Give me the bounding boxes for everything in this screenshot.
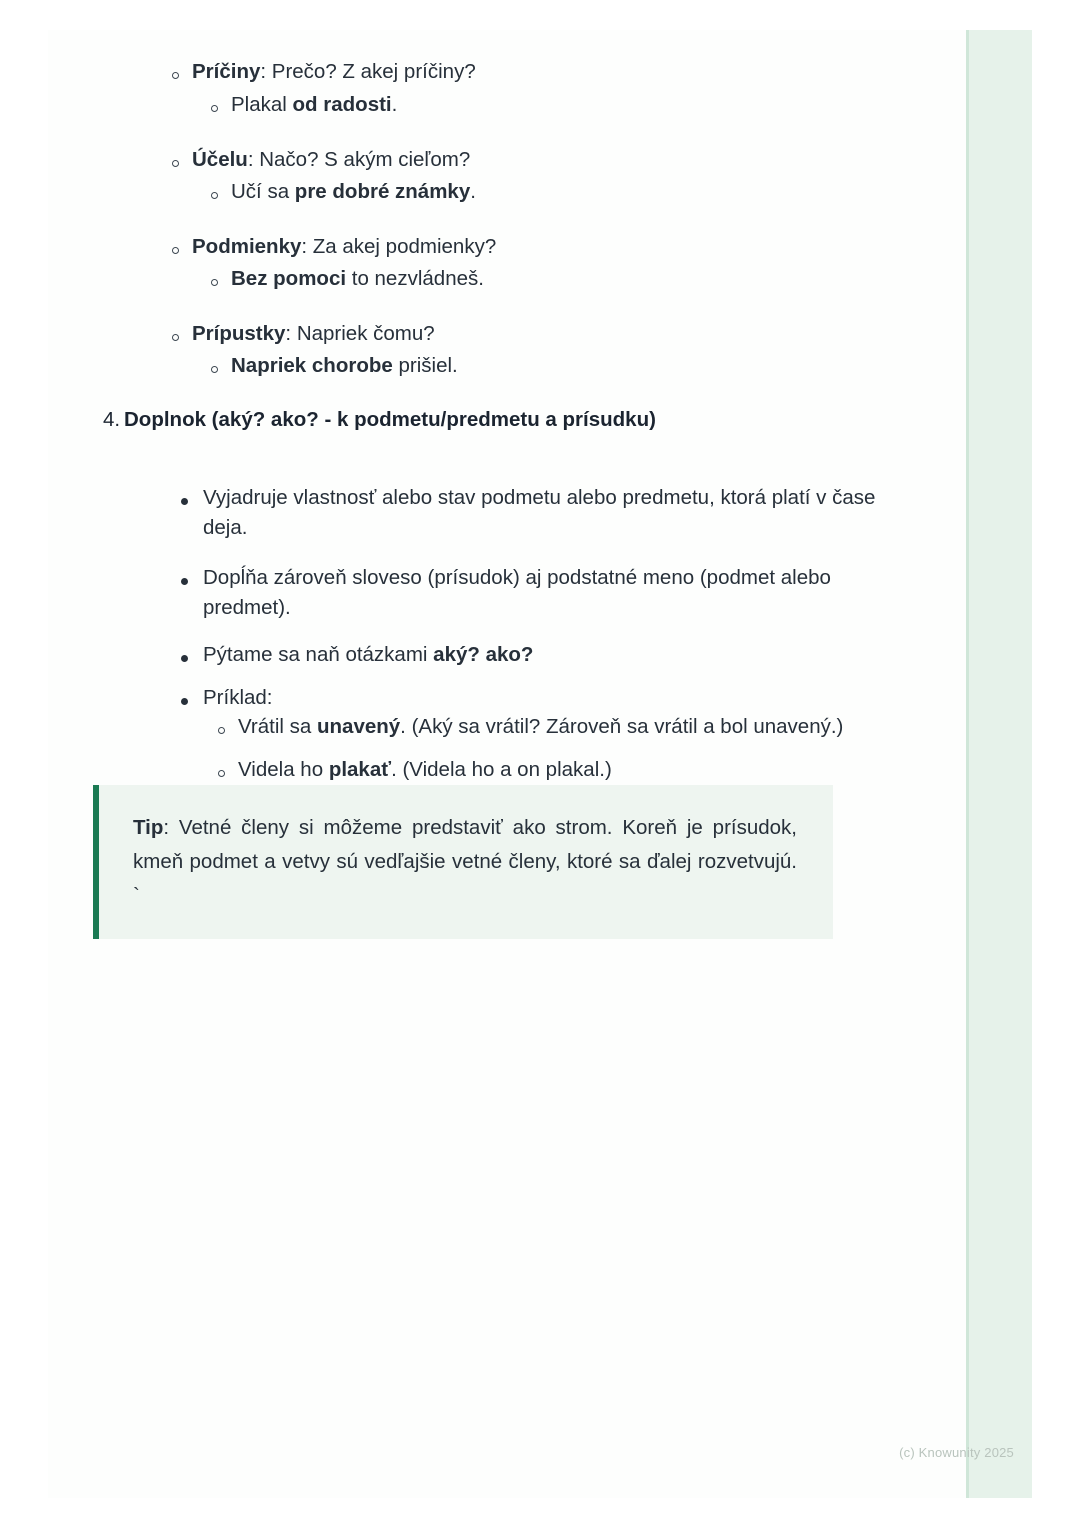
dot-bullet-icon: [181, 698, 188, 705]
copyright-footer: (c) Knowunity 2025: [899, 1445, 1014, 1460]
example-pre: Videla ho: [238, 758, 329, 781]
tip-callout: [93, 785, 833, 939]
example-text: [231, 351, 458, 381]
term-label: Účelu: [192, 148, 248, 171]
term-question: : Načo? S akým cieľom?: [247, 148, 471, 171]
example-post: .: [470, 180, 476, 203]
circle-bullet-icon: [172, 72, 179, 79]
bullet-text: Dopĺňa zároveň sloveso (prísudok) aj podstatné meno (podmet alebo predmet).: [203, 566, 831, 619]
example-text: [238, 755, 612, 785]
list-item-text: [192, 232, 496, 262]
bullet-text: Vyjadruje vlastnosť alebo stav podmetu alebo predmetu, ktorá platí v čase deja.: [203, 486, 876, 539]
question-bold: aký? ako?: [433, 643, 534, 666]
question-prefix: Pýtame sa naň otázkami: [203, 643, 434, 666]
circle-bullet-icon: [172, 247, 179, 254]
example-bold: unavený: [317, 715, 401, 738]
example-post: to nezvládneš.: [346, 267, 484, 290]
term-label: Príčiny: [192, 60, 261, 83]
page-right-band: [969, 30, 1032, 1498]
example-pre: Plakal: [231, 93, 293, 116]
example-bold: plakať: [328, 758, 392, 781]
bullet-text: Príklad:: [203, 686, 273, 709]
example-post: . (Videla ho a on plakal.): [391, 758, 612, 781]
example-bold: Napriek chorobe: [231, 354, 393, 377]
example-bold: od radosti: [292, 93, 392, 116]
tip-body: : Vetné členy si môžeme predstaviť ako strom. Koreň je prísudok, kmeň podmet a vetvy sú vedľajšie vetné členy, ktoré sa ďalej rozvetvujú. `: [133, 816, 797, 907]
list-item-text: [192, 145, 470, 175]
example-bold: Bez pomoci: [231, 267, 347, 290]
term-label: Podmienky: [192, 235, 302, 258]
circle-bullet-icon: [211, 105, 218, 112]
example-text: [231, 177, 476, 207]
tip-text: [133, 811, 797, 913]
circle-bullet-icon: [211, 366, 218, 373]
circle-bullet-icon: [172, 334, 179, 341]
list-item-text: [192, 57, 476, 87]
example-post: .: [391, 93, 398, 116]
dot-bullet-icon: [181, 655, 188, 662]
section-title: Doplnok (aký? ako? - k podmetu/predmetu a prísudku): [124, 408, 656, 431]
circle-bullet-icon: [172, 160, 179, 167]
circle-bullet-icon: [218, 727, 225, 734]
list-item-text: [192, 319, 435, 349]
section-number: 4.: [103, 408, 121, 431]
dot-bullet-icon: [181, 578, 188, 585]
document-content: [48, 30, 969, 1498]
example-text: [238, 712, 843, 742]
dot-bullet-icon: [181, 498, 188, 505]
document-page: [48, 30, 1032, 1498]
circle-bullet-icon: [218, 770, 225, 777]
example-text: [231, 90, 397, 120]
example-post: prišiel.: [392, 354, 458, 377]
example-pre: Učí sa: [231, 180, 295, 203]
term-question: : Za akej podmienky?: [301, 235, 497, 258]
bullet-text: [203, 640, 533, 670]
example-text: [231, 264, 484, 294]
example-post: . (Aký sa vrátil? Zároveň sa vrátil a bol unavený.): [400, 715, 844, 738]
example-pre: Vrátil sa: [238, 715, 317, 738]
tip-label: Tip: [133, 816, 164, 839]
circle-bullet-icon: [211, 192, 218, 199]
term-question: : Prečo? Z akej príčiny?: [260, 60, 476, 83]
term-question: : Napriek čomu?: [285, 322, 435, 345]
circle-bullet-icon: [211, 279, 218, 286]
term-label: Prípustky: [192, 322, 286, 345]
example-bold: pre dobré známky: [294, 180, 471, 203]
